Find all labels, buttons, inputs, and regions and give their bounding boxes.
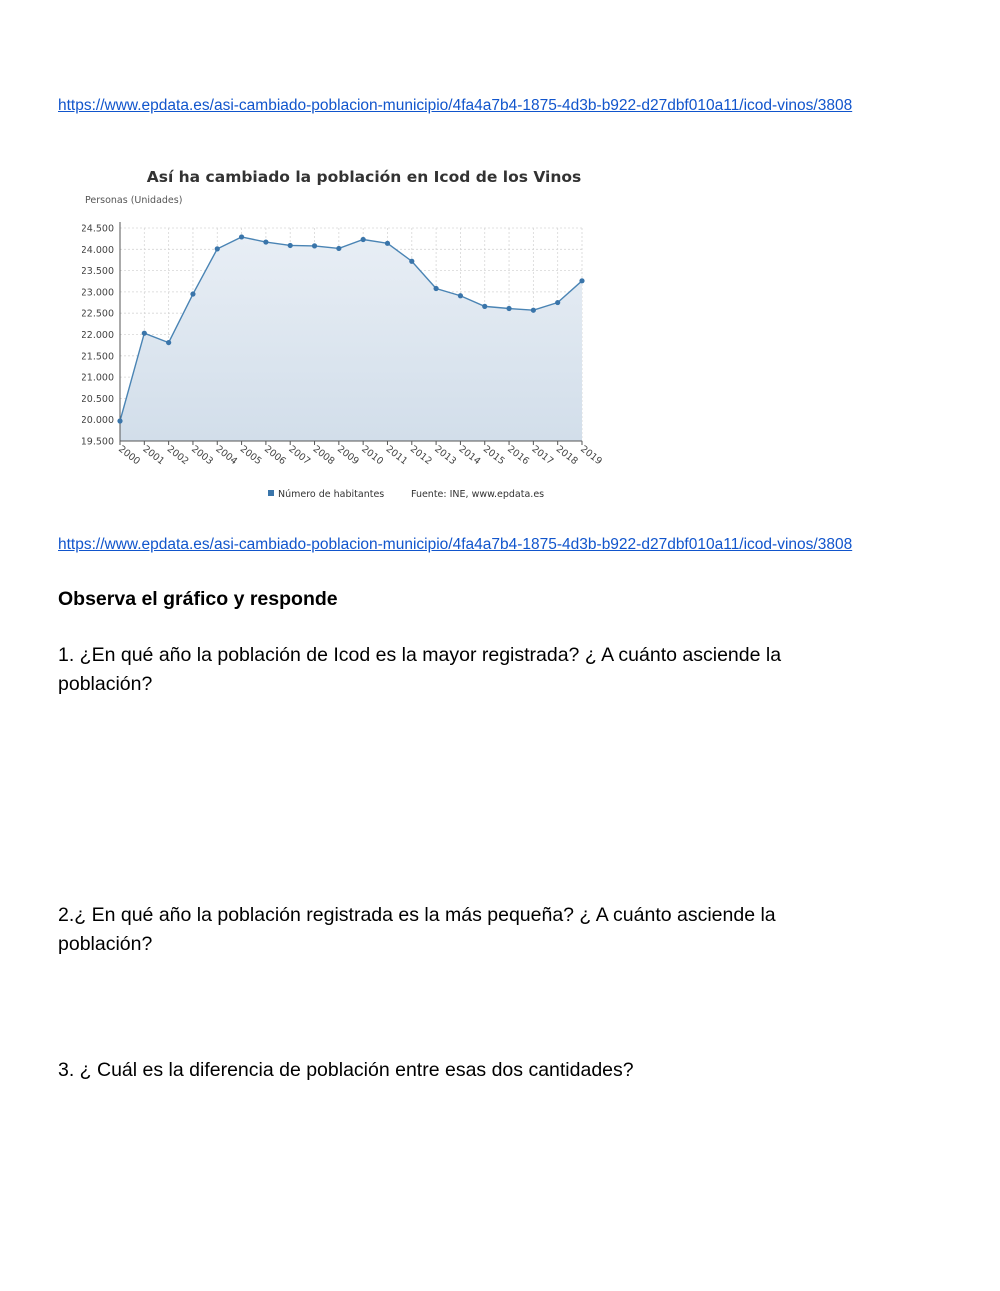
y-tick-label: 20.500 (82, 393, 114, 405)
x-tick-label: 2005 (237, 443, 264, 468)
data-point (361, 237, 366, 242)
population-chart (82, 160, 622, 505)
x-tick-label: 2016 (505, 443, 532, 468)
population-chart-svg (82, 160, 622, 505)
data-point (531, 308, 536, 313)
data-point (434, 286, 439, 291)
y-tick-label: 20.000 (82, 415, 114, 427)
x-tick-label: 2009 (334, 443, 361, 468)
x-tick-label: 2017 (529, 443, 556, 468)
data-point (458, 293, 463, 298)
x-tick-labels (116, 444, 604, 468)
y-tick-label: 23.000 (82, 287, 114, 299)
data-point (288, 243, 293, 248)
chart-source-note: Fuente: INE, www.epdata.es (411, 489, 545, 500)
source-link-bottom[interactable]: https://www.epdata.es/asi-cambiado-poblacion-municipio/4fa4a7b4-1875-4d3b-b922-d27dbf010a11/icod-vinos/3808 (58, 536, 853, 553)
instructions-heading: Observa el gráfico y responde (58, 588, 338, 610)
data-point (239, 234, 244, 239)
x-tick-label: 2010 (359, 443, 386, 468)
data-point (555, 300, 560, 305)
x-tick-label: 2019 (578, 443, 604, 468)
data-point (409, 259, 414, 264)
data-point (579, 278, 584, 283)
chart-title: Así ha cambiado la población en Icod de los Vinos (146, 168, 582, 186)
data-point (385, 241, 390, 246)
legend-swatch (268, 490, 274, 496)
x-tick-label: 2014 (456, 443, 483, 468)
y-tick-label: 19.500 (82, 436, 114, 448)
data-point (336, 246, 341, 251)
x-tick-label: 2002 (164, 443, 191, 468)
y-tick-label: 24.000 (82, 244, 114, 256)
series-area-fill (120, 237, 582, 441)
question-2: 2.¿ En qué año la población registrada es la más pequeña? ¿ A cuánto asciende la población? (58, 904, 776, 955)
x-tick-label: 2011 (383, 443, 410, 468)
data-point (166, 340, 171, 345)
area-layer (120, 237, 582, 441)
y-axis-label: Personas (Unidades) (85, 195, 183, 206)
question-1: 1. ¿En qué año la población de Icod es la mayor registrada? ¿ A cuánto asciende la población? (58, 644, 782, 695)
x-tick-label: 2006 (262, 443, 288, 468)
data-point (142, 331, 147, 336)
x-tick-label: 2015 (480, 443, 507, 468)
data-point (506, 306, 511, 311)
legend-label: Número de habitantes (278, 489, 385, 500)
x-tick-label: 2008 (310, 443, 337, 468)
x-tick-label: 2018 (553, 443, 580, 468)
x-tick-label: 2004 (213, 443, 240, 468)
data-point (117, 418, 122, 423)
y-tick-label: 24.500 (82, 223, 114, 235)
y-tick-label: 22.500 (82, 308, 114, 320)
data-point (263, 239, 268, 244)
source-link-top[interactable]: https://www.epdata.es/asi-cambiado-poblacion-municipio/4fa4a7b4-1875-4d3b-b922-d27dbf010a11/icod-vinos/3808 (58, 97, 853, 114)
x-tick-label: 2007 (286, 443, 313, 468)
data-point (190, 291, 195, 296)
data-point (482, 304, 487, 309)
y-tick-label: 22.000 (82, 330, 114, 341)
data-point (312, 243, 317, 248)
question-3: 3. ¿ Cuál es la diferencia de población entre esas dos cantidades? (58, 1059, 634, 1081)
chart-legend (268, 489, 544, 500)
x-tick-label: 2000 (116, 443, 142, 468)
y-tick-label: 21.000 (82, 372, 114, 384)
y-tick-labels (82, 224, 114, 448)
y-tick-label: 21.500 (82, 351, 114, 363)
x-tick-label: 2013 (432, 443, 459, 468)
data-point (215, 246, 220, 251)
x-tick-label: 2012 (407, 443, 434, 468)
x-tick-label: 2003 (189, 443, 215, 468)
x-tick-label: 2001 (140, 443, 167, 468)
y-tick-label: 23.500 (82, 266, 114, 278)
